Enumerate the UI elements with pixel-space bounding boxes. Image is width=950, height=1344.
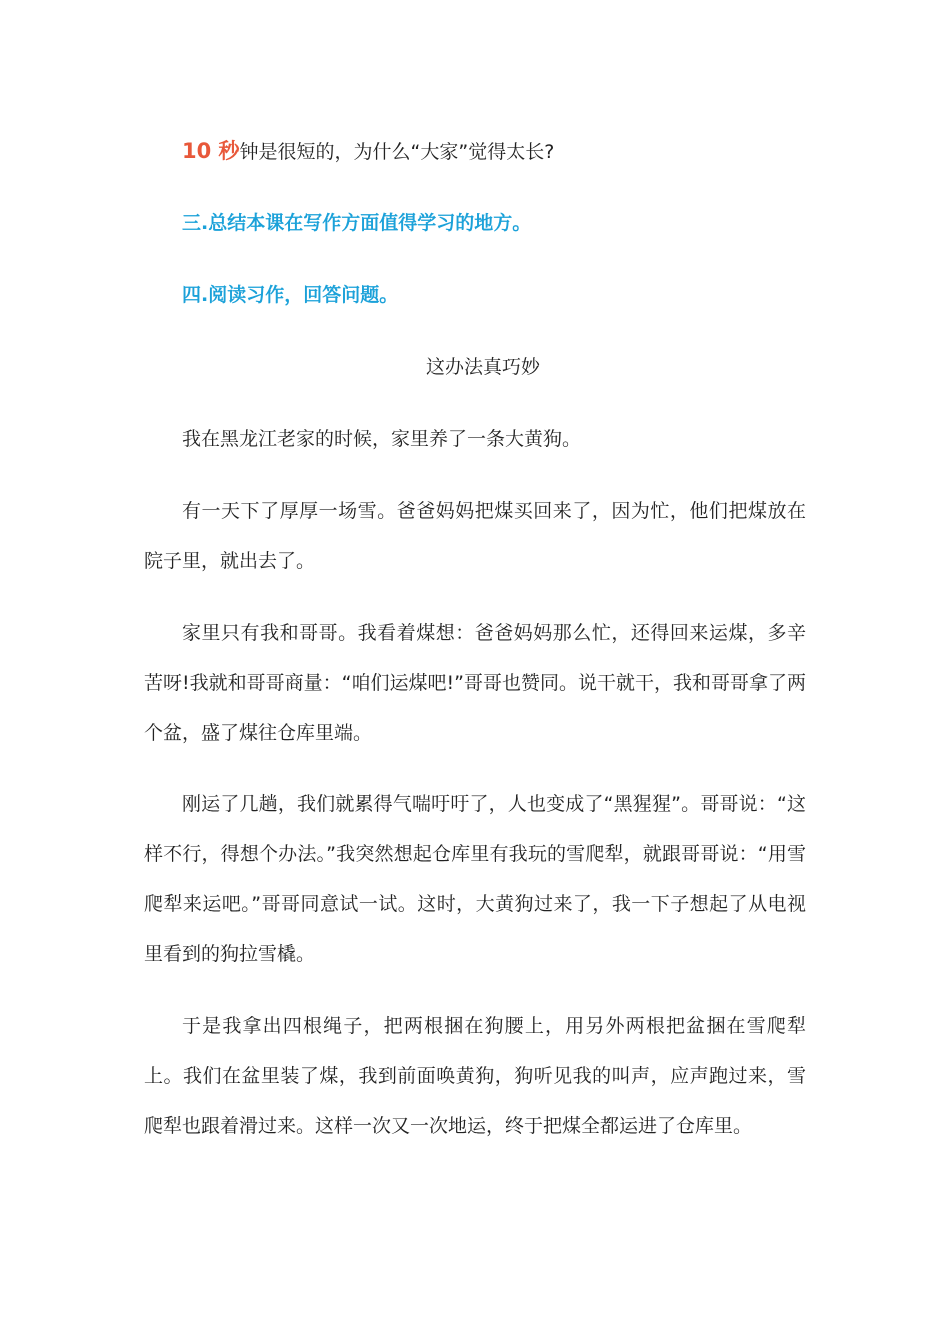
essay-paragraph: 家里只有我和哥哥。我看着煤想：爸爸妈妈那么忙，还得回来运煤，多辛苦呀!我就和哥哥商量：“咱们运煤吧!”哥哥也赞同。说干就干，我和哥哥拿了两个盆，盛了煤往仓库里端。	[144, 622, 806, 744]
question-highlight: 10 秒	[182, 139, 240, 163]
section-4-heading: 四.阅读习作，回答问题。	[182, 284, 399, 306]
essay-paragraph: 有一天下了厚厚一场雪。爸爸妈妈把煤买回来了，因为忙，他们把煤放在院子里，就出去了。	[144, 500, 806, 572]
essay-title: 这办法真巧妙	[425, 356, 540, 378]
question-text: 钟是很短的，为什么“大家”觉得太长?	[239, 141, 555, 163]
essay-paragraph: 我在黑龙江老家的时候，家里养了一条大黄狗。	[182, 428, 582, 450]
question-10-seconds	[182, 126, 844, 177]
essay-paragraph: 刚运了几趟，我们就累得气喘吁吁了，人也变成了“黑猩猩”。哥哥说：“这样不行，得想个办法。”我突然想起仓库里有我玩的雪爬犁，就跟哥哥说：“用雪爬犁来运吧。”哥哥同意试一试。这时，大黄狗过来了，我一下子想起了从电视里看到的狗拉雪橇。	[144, 793, 806, 965]
section-3-heading: 三.总结本课在写作方面值得学习的地方。	[182, 212, 532, 234]
essay-paragraph: 于是我拿出四根绳子，把两根捆在狗腰上，用另外两根把盆捆在雪爬犁上。我们在盆里装了煤，我到前面唤黄狗，狗听见我的叫声，应声跑过来，雪爬犁也跟着滑过来。这样一次又一次地运，终于把煤全都运进了仓库里。	[144, 1015, 806, 1137]
